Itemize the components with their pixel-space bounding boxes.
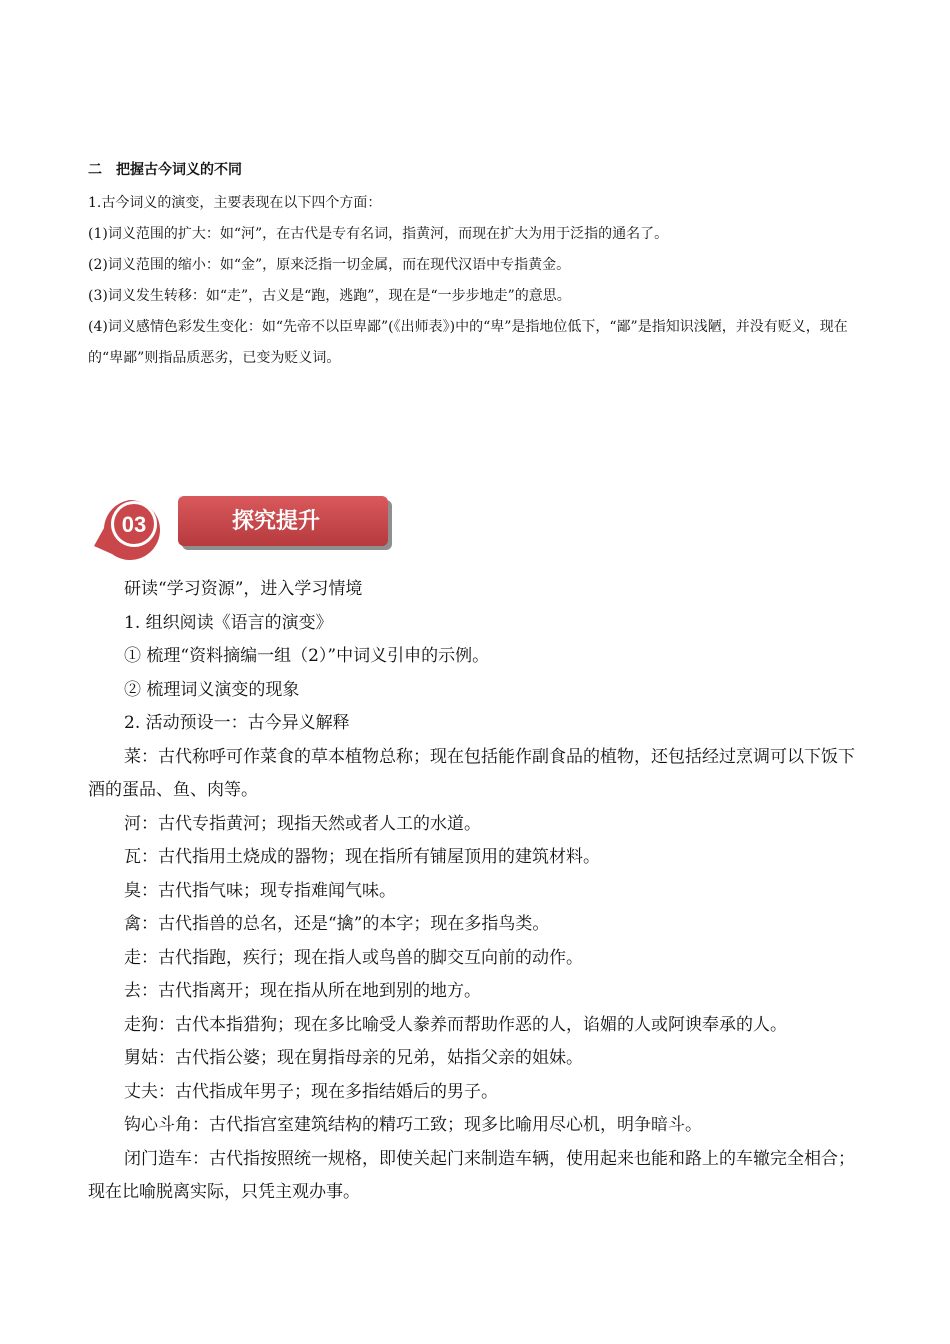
entry-gouxindoujiao: 钩心斗角：古代指宫室建筑结构的精巧工致；现多比喻用尽心机，明争暗斗。: [124, 1115, 702, 1135]
paragraph-connotation: (4)词义感情色彩发生变化：如“先帝不以臣卑鄙”(《出师表》)中的“卑”是指地位低下，“鄙”是指知识浅陋，并没有贬义，现在的“卑鄙”则指品质恶劣，已变为贬义词。: [88, 319, 848, 366]
section-explore: [88, 573, 860, 1210]
paragraph-shift: (3)词义发生转移：如“走”，古义是“跑，逃跑”，现在是“一步步地走”的意思。: [88, 288, 571, 304]
banner-graphic: [90, 488, 400, 566]
paragraph-sub-1: ① 梳理“资料摘编一组（2）”中词义引申的示例。: [124, 646, 490, 666]
entry-chou: 臭：古代指气味；现专指难闻气味。: [124, 880, 396, 901]
paragraph-study-resource: 研读“学习资源”，进入学习情境: [124, 579, 363, 599]
paragraph-expansion: (1)词义范围的扩大：如“河”，在古代是专有名词，指黄河，而现在扩大为用于泛指的通名了。: [88, 226, 669, 242]
paragraph-narrowing: (2)词义范围的缩小：如“金”，原来泛指一切金属，而在现代汉语中专指黄金。: [88, 257, 571, 273]
paragraph-intro: 1.古今词义的演变，主要表现在以下四个方面：: [88, 195, 382, 211]
entry-wa: 瓦：古代指用土烧成的器物；现在指所有铺屋顶用的建筑材料。: [124, 847, 600, 867]
entry-qu: 去：古代指离开；现在指从所在地到别的地方。: [124, 981, 481, 1001]
entry-he: 河：古代专指黄河；现指天然或者人工的水道。: [124, 813, 481, 834]
paragraph-step-2: 2. 活动预设一：古今异义解释: [124, 713, 350, 733]
entry-qin: 禽：古代指兽的总名，还是“擒”的本字；现在多指鸟类。: [124, 914, 550, 934]
section-ancient-modern-meaning: [88, 158, 868, 374]
entry-cai: 菜：古代称呼可作菜食的草本植物总称；现在包括能作副食品的植物，还包括经过烹调可以下饭下酒的蛋品、鱼、肉等。: [88, 746, 855, 800]
entry-jiugu: 舅姑：古代指公婆；现在舅指母亲的兄弟，姑指父亲的姐妹。: [124, 1048, 583, 1068]
entry-zhangfu: 丈夫：古代指成年男子；现在多指结婚后的男子。: [124, 1081, 498, 1102]
entry-zougou: 走狗：古代本指猎狗；现在多比喻受人豢养而帮助作恶的人，谄媚的人或阿谀奉承的人。: [124, 1014, 787, 1035]
paragraph-sub-2: ② 梳理词义演变的现象: [124, 679, 300, 700]
entry-bimenzaoche: 闭门造车：古代指按照统一规格，即使关起门来制造车辆，使用起来也能和路上的车辙完全相合；现在比喻脱离实际，只凭主观办事。: [88, 1148, 855, 1202]
paragraph-step-1: 1. 组织阅读《语言的演变》: [124, 612, 333, 633]
section-heading-number: 二: [88, 162, 102, 178]
banner-number: 03: [121, 512, 147, 537]
banner-title: 探究提升: [231, 509, 321, 534]
section-heading: [88, 158, 868, 182]
entry-zou: 走：古代指跑，疾行；现在指人或鸟兽的脚交互向前的动作。: [124, 947, 583, 968]
section-banner: [90, 488, 400, 566]
section-heading-text: 把握古今词义的不同: [116, 162, 242, 178]
